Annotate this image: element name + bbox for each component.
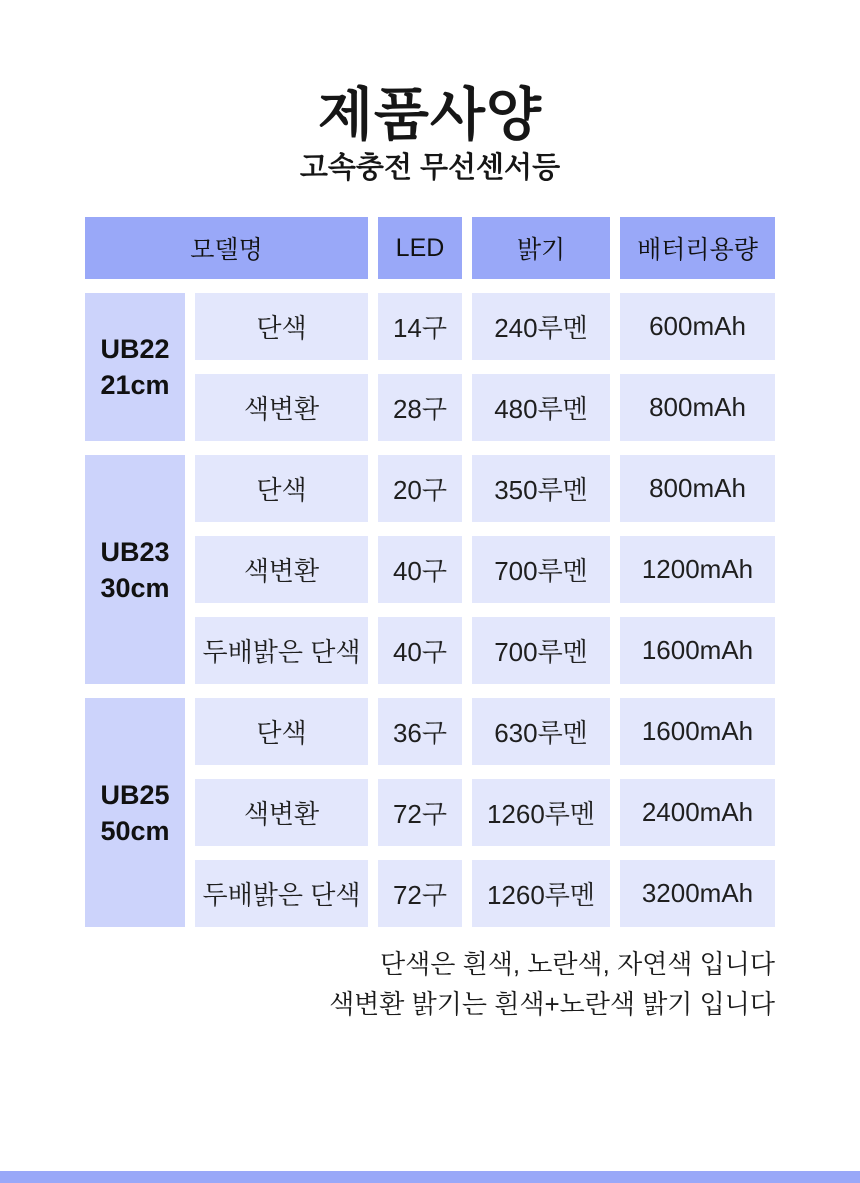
cell-led: 40구 (378, 617, 462, 684)
cell-brightness: 480루멘 (472, 374, 610, 441)
title-block (0, 83, 860, 185)
note-line: 색변환 밝기는 흰색+노란색 밝기 입니다 (329, 989, 775, 1019)
cell-brightness: 1260루멘 (472, 860, 610, 927)
cell-battery: 1200mAh (620, 536, 775, 603)
page-title: 제품사양 (317, 83, 543, 147)
header-model: 모델명 (85, 217, 368, 279)
cell-brightness: 630루멘 (472, 698, 610, 765)
model-size: 50cm (100, 815, 170, 846)
cell-type: 단색 (195, 293, 368, 360)
note-line: 단색은 흰색, 노란색, 자연색 입니다 (380, 949, 775, 979)
cell-led: 14구 (378, 293, 462, 360)
model-name: UB22 (100, 334, 170, 364)
spec-table (85, 217, 775, 927)
header-brightness: 밝기 (472, 217, 610, 279)
cell-led: 28구 (378, 374, 462, 441)
cell-type: 색변환 (195, 779, 368, 846)
cell-led: 40구 (378, 536, 462, 603)
cell-brightness: 700루멘 (472, 536, 610, 603)
cell-battery: 800mAh (620, 374, 775, 441)
page-subtitle: 고속충전 무선센서등 (299, 152, 561, 184)
header-battery: 배터리용량 (620, 217, 775, 279)
cell-led: 72구 (378, 860, 462, 927)
cell-led: 20구 (378, 455, 462, 522)
group-label-ub25 (85, 698, 185, 927)
group-label-ub22 (85, 293, 185, 441)
cell-type: 단색 (195, 455, 368, 522)
footnotes (85, 944, 775, 1024)
cell-led: 72구 (378, 779, 462, 846)
cell-type: 색변환 (195, 536, 368, 603)
cell-brightness: 350루멘 (472, 455, 610, 522)
cell-brightness: 240루멘 (472, 293, 610, 360)
group-label-ub23 (85, 455, 185, 684)
model-size: 21cm (100, 370, 170, 400)
cell-battery: 600mAh (620, 293, 775, 360)
cell-type: 두배밝은 단색 (195, 860, 368, 927)
cell-battery: 3200mAh (620, 860, 775, 927)
model-name: UB25 (100, 779, 170, 810)
model-size: 30cm (100, 572, 170, 603)
header-led: LED (378, 217, 462, 279)
cell-type: 단색 (195, 698, 368, 765)
bottom-accent-bar (0, 1171, 860, 1183)
cell-battery: 1600mAh (620, 698, 775, 765)
cell-battery: 2400mAh (620, 779, 775, 846)
cell-led: 36구 (378, 698, 462, 765)
model-name: UB23 (100, 536, 170, 567)
cell-battery: 1600mAh (620, 617, 775, 684)
cell-battery: 800mAh (620, 455, 775, 522)
cell-type: 색변환 (195, 374, 368, 441)
cell-brightness: 1260루멘 (472, 779, 610, 846)
cell-type: 두배밝은 단색 (195, 617, 368, 684)
cell-brightness: 700루멘 (472, 617, 610, 684)
